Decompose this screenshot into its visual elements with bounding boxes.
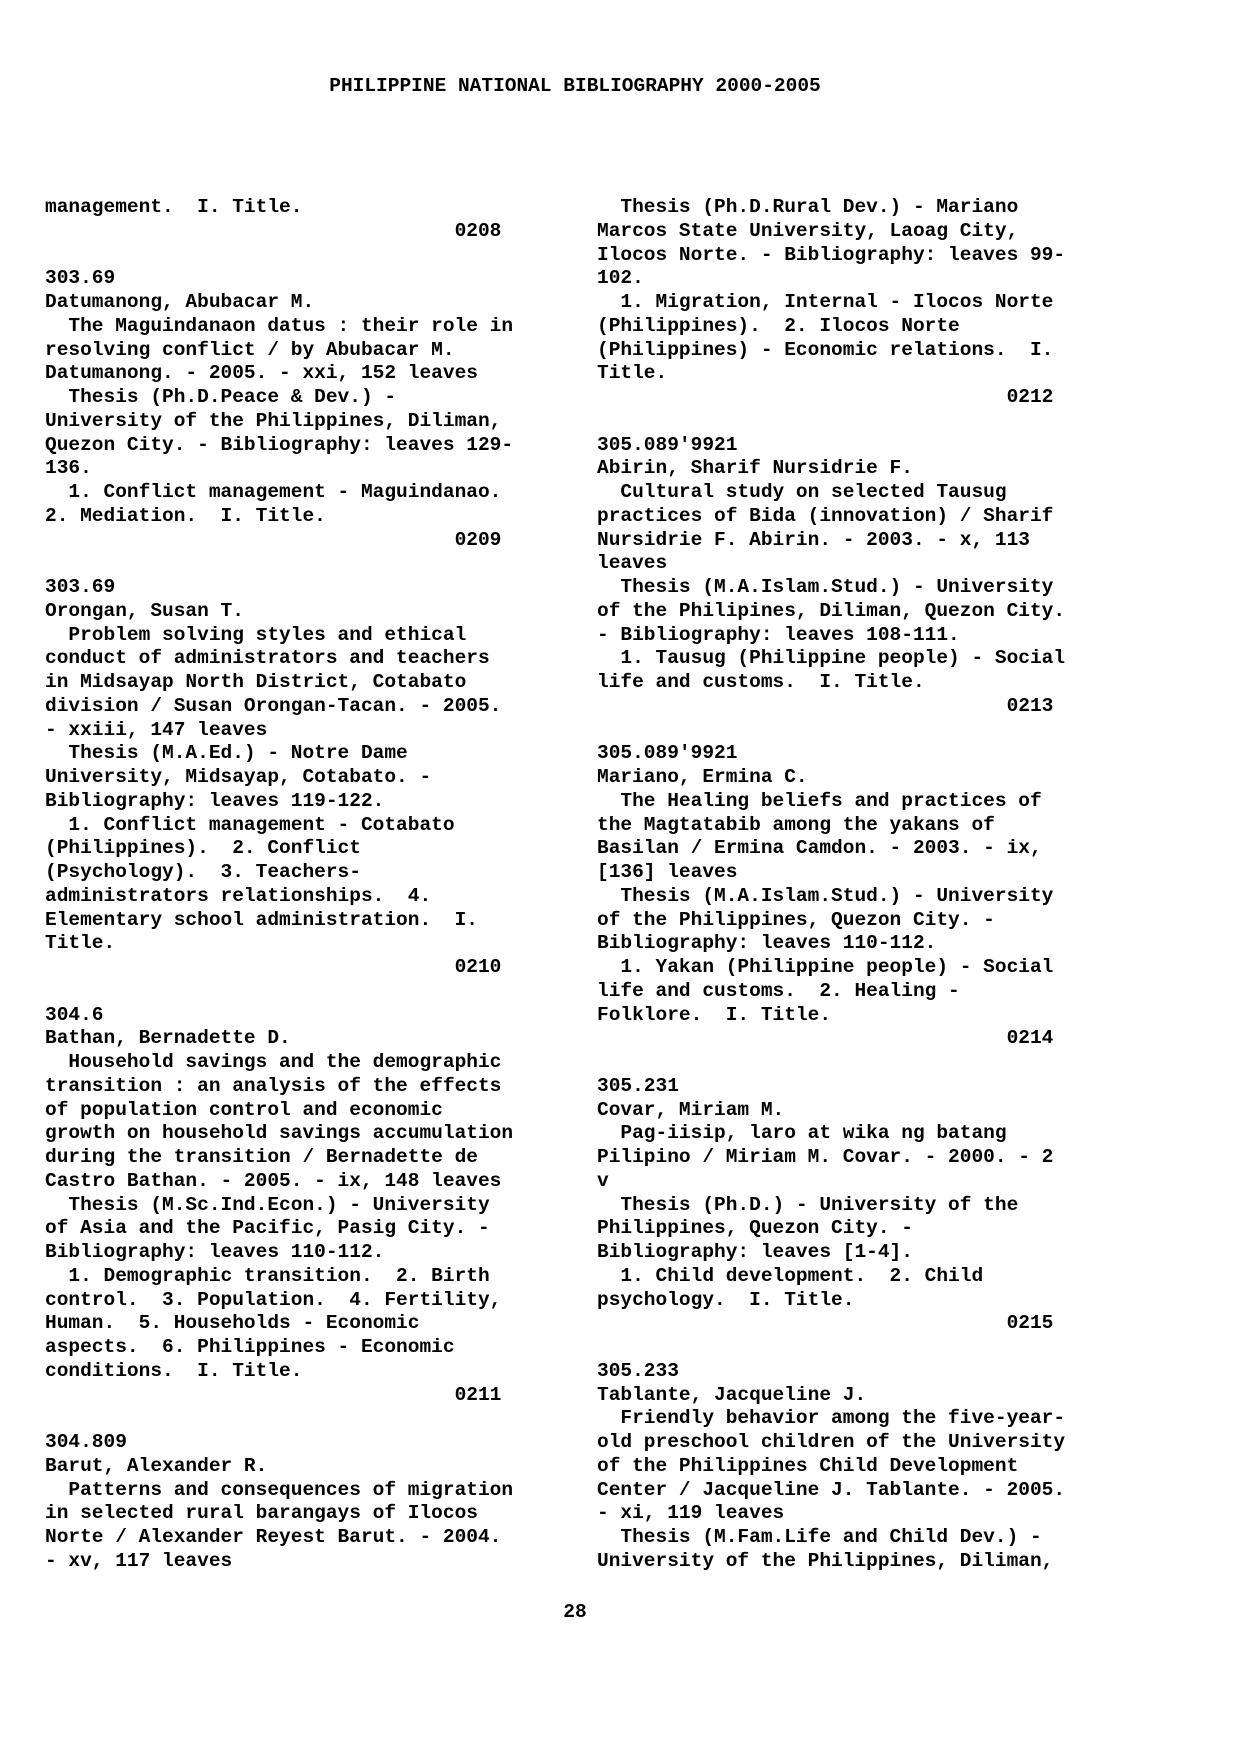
left-column-line: Title. — [45, 932, 116, 955]
right-column-line — [597, 1051, 1065, 1075]
left-column-line: Patterns and consequences of migration — [45, 1478, 514, 1501]
right-column-line: the Magtatabib among the yakans of — [597, 813, 995, 836]
left-column-line: Datumanong. - 2005. - xxi, 152 leaves — [45, 362, 478, 385]
right-column-line: 305.089'9921 — [597, 433, 738, 456]
right-column-line: 0214 — [597, 1027, 1054, 1050]
left-column-line: control. 3. Population. 4. Fertility, — [45, 1288, 502, 1311]
left-column-line: administrators relationships. 4. — [45, 884, 432, 907]
right-column-line: Center / Jacqueline J. Tablante. - 2005. — [597, 1478, 1066, 1501]
left-column-line: Human. 5. Households - Economic — [45, 1312, 420, 1335]
right-column-line: of the Philippines, Quezon City. - — [597, 908, 995, 931]
left-column-line: growth on household savings accumulation — [45, 1122, 514, 1145]
right-column-line: old preschool children of the University — [597, 1431, 1066, 1453]
right-column-line: Philippines, Quezon City. - — [597, 1217, 913, 1240]
left-column-line: Elementary school administration. I. — [45, 908, 478, 931]
right-column-line: Cultural study on selected Tausug — [597, 481, 1007, 503]
left-column-line: Barut, Alexander R. — [45, 1454, 268, 1477]
left-column-line: 0209 — [45, 528, 502, 551]
left-column-line: Quezon City. - Bibliography: leaves 129- — [45, 433, 514, 456]
right-column-line: of the Philippines Child Development — [597, 1454, 1019, 1477]
right-column-line: Thesis (M.A.Islam.Stud.) - University — [597, 884, 1054, 907]
right-column-line: 1. Yakan (Philippine people) - Social — [597, 956, 1054, 978]
left-column-line: - xxiii, 147 leaves — [45, 718, 268, 741]
right-column-line: leaves — [597, 552, 668, 575]
right-column-line: Thesis (M.Fam.Life and Child Dev.) - — [597, 1526, 1042, 1548]
right-column-line: Thesis (Ph.D.) - University of the — [597, 1193, 1019, 1216]
left-column-line: University of the Philippines, Diliman, — [45, 409, 502, 432]
left-column-line: 1. Conflict management - Cotabato — [45, 813, 455, 836]
left-column-line: in Midsayap North District, Cotabato — [45, 671, 467, 693]
right-column-line: 0212 — [597, 386, 1054, 408]
left-column-line: The Maguindanaon datus : their role in — [45, 314, 514, 337]
right-column — [597, 196, 1065, 1574]
right-column-line: Nursidrie F. Abirin. - 2003. - x, 113 — [597, 528, 1030, 551]
left-column-line: 0208 — [45, 219, 502, 242]
left-column-line: transition : an analysis of the effects — [45, 1074, 502, 1097]
right-column-line: Abirin, Sharif Nursidrie F. — [597, 457, 913, 480]
right-column-line: (Philippines). 2. Ilocos Norte — [597, 314, 960, 337]
left-column-line: 0210 — [45, 956, 502, 978]
right-column-line: University of the Philippines, Diliman, — [597, 1549, 1054, 1572]
left-column-line: of Asia and the Pacific, Pasig City. - — [45, 1217, 490, 1240]
left-column-line: 303.69 — [45, 576, 116, 598]
page-number: 28 — [563, 1601, 587, 1623]
left-column-line: 304.6 — [45, 1003, 104, 1026]
right-column-line: Friendly behavior among the five-year- — [597, 1407, 1066, 1430]
left-column-line: (Philippines). 2. Conflict — [45, 837, 361, 860]
left-column-line: Norte / Alexander Reyest Barut. - 2004. — [45, 1526, 502, 1548]
right-column-line: 305.233 — [597, 1359, 679, 1382]
right-column-line — [597, 719, 1065, 743]
right-column-line: Bibliography: leaves 110-112. — [597, 932, 937, 955]
left-column-line: - xv, 117 leaves — [45, 1549, 233, 1572]
left-column-line: management. I. Title. — [45, 196, 303, 218]
left-column — [45, 196, 513, 1574]
right-column-line: psychology. I. Title. — [597, 1288, 855, 1311]
left-column-line: 1. Conflict management - Maguindanao. — [45, 481, 502, 503]
right-column-line: Thesis (M.A.Islam.Stud.) - University — [597, 576, 1054, 598]
left-column-line: division / Susan Orongan-Tacan. - 2005. — [45, 694, 502, 717]
left-column-line: Thesis (M.Sc.Ind.Econ.) - University — [45, 1193, 490, 1216]
right-column-line — [597, 1336, 1065, 1360]
left-column-line: 136. — [45, 457, 92, 480]
right-column-line: Ilocos Norte. - Bibliography: leaves 99- — [597, 243, 1066, 266]
right-column-line: Basilan / Ermina Camdon. - 2003. - ix, — [597, 837, 1042, 860]
left-column-line: resolving conflict / by Abubacar M. — [45, 338, 455, 361]
left-column-line: Problem solving styles and ethical — [45, 623, 467, 646]
left-column-line: Household savings and the demographic — [45, 1051, 502, 1073]
left-column-line: of population control and economic — [45, 1098, 443, 1121]
right-column-line: Pilipino / Miriam M. Covar. - 2000. - 2 — [597, 1146, 1054, 1168]
left-column-line: Thesis (M.A.Ed.) - Notre Dame — [45, 742, 408, 765]
right-column-line: of the Philipines, Diliman, Quezon City. — [597, 599, 1066, 622]
page-title: PHILIPPINE NATIONAL BIBLIOGRAPHY 2000-2005 — [329, 75, 821, 97]
left-column-line — [45, 980, 513, 1004]
right-column-line: [136] leaves — [597, 861, 738, 883]
right-column-line: Title. — [597, 362, 668, 385]
left-column-line: in selected rural barangays of Ilocos — [45, 1502, 478, 1525]
left-column-line: Datumanong, Abubacar M. — [45, 291, 315, 313]
right-column-line: (Philippines) - Economic relations. I. — [597, 338, 1054, 361]
right-column-line: life and customs. 2. Healing - — [597, 979, 960, 1002]
right-column-line: 1. Tausug (Philippine people) - Social — [597, 647, 1066, 670]
left-column-line: University, Midsayap, Cotabato. - — [45, 766, 432, 788]
right-column-line: practices of Bida (innovation) / Sharif — [597, 504, 1054, 527]
right-column-line: The Healing beliefs and practices of — [597, 789, 1042, 812]
right-column-line: 305.231 — [597, 1074, 679, 1097]
right-column-line: 305.089'9921 — [597, 742, 738, 765]
right-column-line: Thesis (Ph.D.Rural Dev.) - Mariano — [597, 196, 1019, 218]
right-column-line: 0215 — [597, 1312, 1054, 1335]
right-column-line: Bibliography: leaves [1-4]. — [597, 1241, 913, 1263]
right-column-line: - xi, 119 leaves — [597, 1502, 785, 1525]
left-column-line: Bathan, Bernadette D. — [45, 1027, 291, 1050]
left-column-line — [45, 1407, 513, 1431]
left-column-line — [45, 244, 513, 268]
right-column-line: Covar, Miriam M. — [597, 1098, 785, 1121]
right-column-line: 102. — [597, 267, 644, 290]
left-column-line: 303.69 — [45, 267, 116, 290]
right-column-line: 0213 — [597, 694, 1054, 717]
left-column-line: Bibliography: leaves 119-122. — [45, 789, 385, 812]
left-column-line: aspects. 6. Philippines - Economic — [45, 1336, 455, 1358]
right-column-line: 1. Migration, Internal - Ilocos Norte — [597, 291, 1054, 313]
right-column-line: 1. Child development. 2. Child — [597, 1264, 984, 1287]
left-column-line: (Psychology). 3. Teachers- — [45, 861, 361, 883]
right-column-line: Marcos State University, Laoag City, — [597, 219, 1019, 242]
right-column-line: Tablante, Jacqueline J. — [597, 1383, 867, 1406]
left-column-line: Orongan, Susan T. — [45, 599, 244, 622]
right-column-line: Mariano, Ermina C. — [597, 766, 808, 788]
right-column-line: Pag-iisip, laro at wika ng batang — [597, 1122, 1007, 1145]
right-column-line — [597, 410, 1065, 434]
left-column-line: Castro Bathan. - 2005. - ix, 148 leaves — [45, 1169, 502, 1192]
left-column-line: 1. Demographic transition. 2. Birth — [45, 1264, 490, 1287]
left-column-line: during the transition / Bernadette de — [45, 1146, 478, 1168]
left-column-line: 0211 — [45, 1383, 502, 1406]
right-column-line: v — [597, 1169, 609, 1192]
left-column-line: conditions. I. Title. — [45, 1359, 303, 1382]
left-column-line: 2. Mediation. I. Title. — [45, 504, 326, 527]
right-column-line: Folklore. I. Title. — [597, 1003, 832, 1026]
right-column-line: - Bibliography: leaves 108-111. — [597, 623, 960, 646]
left-column-line: Thesis (Ph.D.Peace & Dev.) - — [45, 386, 397, 408]
left-column-line — [45, 552, 513, 576]
right-column-line: life and customs. I. Title. — [597, 671, 925, 693]
left-column-line: conduct of administrators and teachers — [45, 647, 490, 670]
left-column-line: 304.809 — [45, 1431, 127, 1453]
left-column-line: Bibliography: leaves 110-112. — [45, 1241, 385, 1263]
